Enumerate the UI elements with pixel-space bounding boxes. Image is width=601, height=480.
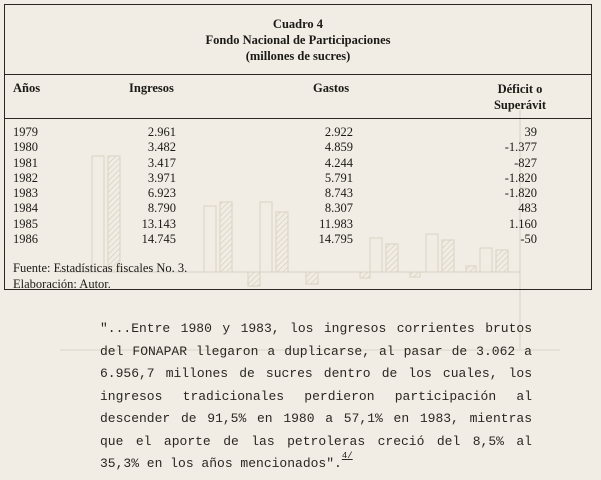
- table-row: [5, 232, 591, 247]
- cell-year: 1986: [13, 232, 38, 247]
- cell-deficit: -1.820: [504, 170, 537, 185]
- table-body: [5, 125, 591, 247]
- column-header-ingresos: Ingresos: [129, 81, 174, 95]
- cell-year: 1982: [13, 170, 38, 185]
- table-row: [5, 171, 591, 186]
- cell-gastos: 11.983: [319, 216, 353, 231]
- cell-year: 1979: [13, 125, 38, 139]
- cell-ingresos: 14.745: [141, 232, 176, 247]
- cell-deficit: 1.160: [508, 216, 537, 231]
- cell-gastos: 4.859: [324, 140, 353, 155]
- table-row: [5, 186, 591, 201]
- cell-deficit: -50: [520, 232, 537, 247]
- table-row: [5, 125, 591, 140]
- table-caption-units: (millones de sucres): [245, 49, 351, 63]
- table-caption-title: Fondo Nacional de Participaciones: [205, 33, 391, 47]
- table-row: [5, 201, 591, 216]
- table-row: [5, 156, 591, 171]
- cell-deficit: -1.377: [504, 140, 537, 155]
- table-caption-number: Cuadro 4: [272, 17, 324, 31]
- cell-deficit: 39: [524, 125, 537, 139]
- cell-gastos: 14.795: [318, 232, 353, 247]
- table-source: Fuente: Estadísticas fiscales No. 3.: [13, 261, 188, 275]
- quote-text: "...Entre 1980 y 1983, los ingresos corrientes brutos del FONAPAR llegaron a duplicarse, al pasar de 3.062 a 6.956,7 millones de sucres dentro de los cuales, los ingresos tradicionales perdieron participación al descender de 91,5% en 1980 a 57,1% en 1983, mientras que el aporte de las petroleras creció del 8,5% al 35,3% en los años mencionados".: [100, 321, 532, 471]
- table-row: [5, 140, 591, 155]
- table-divider-header: [5, 118, 591, 119]
- cell-ingresos: 3.971: [147, 170, 176, 185]
- cell-deficit: -1.820: [504, 186, 537, 201]
- cell-ingresos: 6.923: [147, 186, 176, 201]
- footnote-reference: 4/: [341, 451, 353, 461]
- cuadro-table: [4, 4, 592, 290]
- column-header-gastos: Gastos: [313, 81, 350, 95]
- cell-gastos: 8.307: [324, 201, 353, 216]
- cell-year: 1981: [13, 155, 38, 170]
- column-header-deficit: [485, 81, 555, 113]
- cell-ingresos: 13.143: [141, 216, 176, 231]
- cell-year: 1980: [13, 140, 38, 155]
- cell-ingresos: 8.790: [147, 201, 176, 216]
- table-row: [5, 217, 591, 232]
- column-header-deficit-line2: Superávit: [493, 98, 547, 112]
- cell-gastos: 4.244: [324, 155, 353, 170]
- table-author-credit: Elaboración: Autor.: [13, 277, 111, 291]
- column-header-deficit-line1: Déficit o: [497, 82, 543, 96]
- cell-gastos: 8.743: [324, 186, 353, 201]
- cell-gastos: 2.922: [324, 125, 353, 139]
- cell-gastos: 5.791: [324, 170, 353, 185]
- table-divider-top: [5, 74, 591, 75]
- cell-year: 1984: [13, 201, 38, 216]
- cell-year: 1985: [13, 216, 38, 231]
- column-header-anos: Años: [13, 81, 41, 95]
- cell-deficit: -827: [514, 155, 537, 170]
- cell-deficit: 483: [518, 201, 537, 216]
- cell-year: 1983: [13, 186, 38, 201]
- cell-ingresos: 2.961: [147, 125, 176, 139]
- cell-ingresos: 3.482: [147, 140, 176, 155]
- quote-paragraph: [100, 318, 532, 477]
- cell-ingresos: 3.417: [147, 155, 176, 170]
